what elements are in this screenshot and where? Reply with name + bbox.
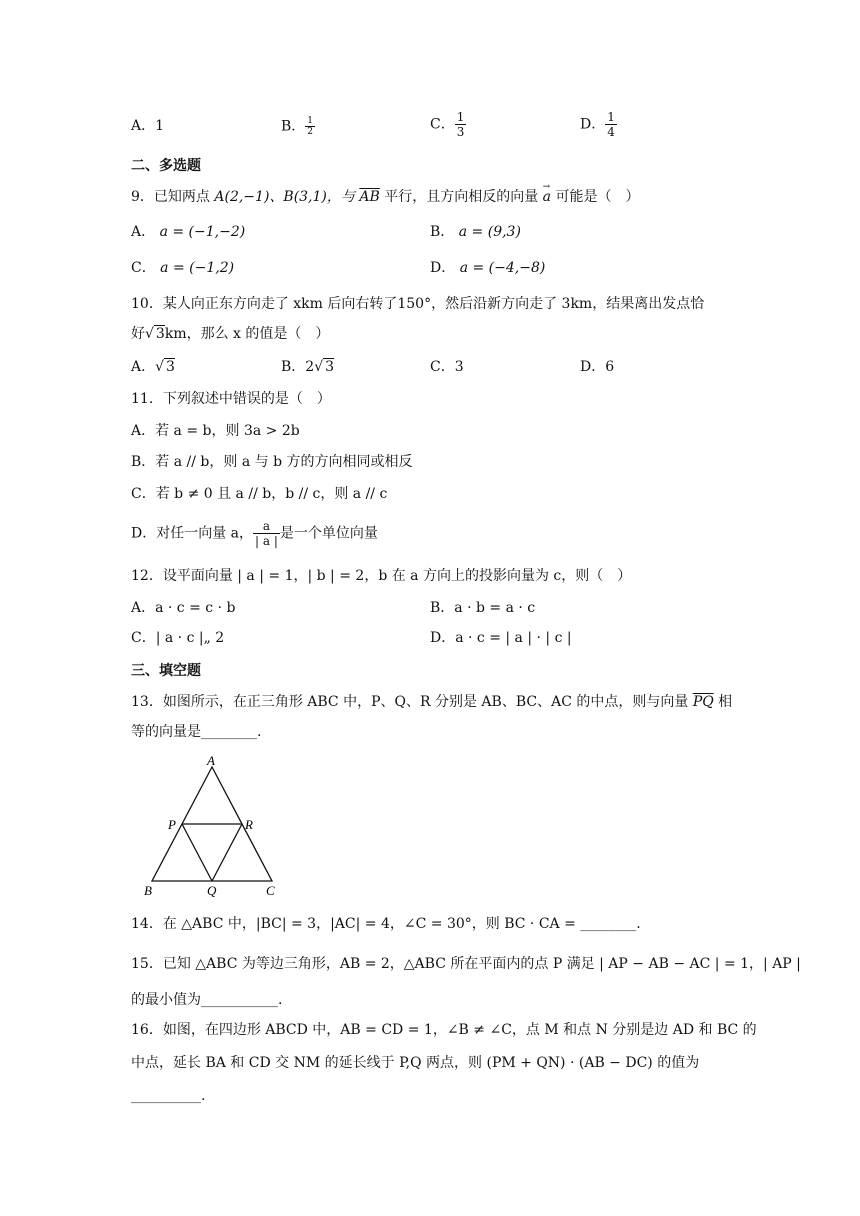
q12-option-a: A．a · c = c · b bbox=[131, 600, 236, 616]
label-q: Q bbox=[207, 883, 217, 897]
question-15-line2: 的最小值为___________. bbox=[131, 992, 283, 1008]
triangle-figure bbox=[140, 755, 290, 897]
question-10-line1: 10．某人向正东方向走了 xkm 后向右转了150°，然后沿新方向走了 3km，结果离出发点恰 bbox=[131, 296, 705, 312]
question-13-line2: 等的向量是________. bbox=[131, 724, 262, 740]
question-13-line1: 13．如图所示，在正三角形 ABC 中，P、Q、R 分别是 AB、BC、AC 的中点，则与向量 $\overline{PQ}$ 相 bbox=[131, 694, 733, 710]
label-p: P bbox=[168, 817, 176, 832]
label-b: B bbox=[144, 883, 152, 897]
q9-option-c: C． a = (−1,2) bbox=[131, 260, 235, 276]
q11-option-d: D．对任一向量 a， $\frac{a}{| a |}$ 是一个单位向量 bbox=[131, 519, 378, 548]
question-9: 9．已知两点 A(2,−1)、B(3,1)，与 $\overline{AB}$ 平行，且方向相反的向量 → a 可能是（ ） bbox=[131, 187, 639, 207]
segment-rq bbox=[212, 824, 242, 881]
q9-option-b: B． a = (9,3) bbox=[430, 224, 521, 240]
question-16-line2: 中点，延长 BA 和 CD 交 NM 的延长线于 P,Q 两点，则 (PM + QN) · (AB − DC) 的值为 bbox=[131, 1055, 700, 1071]
question-14: 14．在 △ABC 中，|BC| = 3，|AC| = 4，∠C = 30°，则 BC · CA = ________. bbox=[131, 916, 641, 932]
q11-option-a: A．若 a = b，则 3a > 2b bbox=[131, 423, 300, 439]
q10-option-a: A．√ 3 bbox=[131, 359, 175, 375]
label-a: A bbox=[207, 755, 215, 768]
q12-option-d: D．a · c = | a | · | c | bbox=[430, 630, 572, 646]
q11-option-c: C．若 b ≠ 0 且 a // b，b // c，则 a // c bbox=[131, 486, 388, 502]
q8-option-b: B． $\frac{1}{2}$ bbox=[281, 116, 314, 137]
segment-pq bbox=[182, 824, 212, 881]
q8-option-a: A．1 bbox=[131, 118, 165, 134]
label-c: C bbox=[266, 883, 275, 897]
q8-option-c: C． $\frac{1}{3}$ bbox=[430, 110, 465, 139]
q10-option-b: B．2√ 3 bbox=[281, 359, 335, 375]
question-11: 11．下列叙述中错误的是（ ） bbox=[131, 391, 331, 407]
question-16-line3: __________. bbox=[131, 1088, 206, 1104]
q9-option-a: A． a = (−1,−2) bbox=[131, 224, 246, 240]
question-12: 12．设平面向量 | a | = 1，| b | = 2，b 在 a 方向上的投影向量为 c，则（ ） bbox=[131, 568, 632, 584]
question-10-line2: 好√ 3km，那么 x 的值是（ ） bbox=[131, 326, 330, 342]
question-15-line1: 15．已知 △ABC 为等边三角形，AB = 2，△ABC 所在平面内的点 P 满足 | AP − AB − AC | = 1，| AP | bbox=[131, 956, 801, 972]
section-title-multiple-choice: 二、多选题 bbox=[131, 158, 201, 174]
q10-option-d: D．6 bbox=[580, 359, 615, 375]
q9-option-d: D． a = (−4,−8) bbox=[430, 260, 546, 276]
q8-option-d: D． $\frac{1}{4}$ bbox=[580, 110, 615, 139]
q12-option-b: B．a · b = a · c bbox=[430, 600, 536, 616]
q12-option-c: C．| a · c |„ 2 bbox=[131, 630, 225, 646]
label-r: R bbox=[245, 817, 253, 832]
section-title-fill-in: 三、填空题 bbox=[131, 663, 201, 679]
q10-option-c: C．3 bbox=[430, 359, 464, 375]
question-16-line1: 16．如图，在四边形 ABCD 中，AB = CD = 1，∠B ≠ ∠C，点 M 和点 N 分别是边 AD 和 BC 的 bbox=[131, 1022, 757, 1038]
q11-option-b: B．若 a // b，则 a 与 b 方的方向相同或相反 bbox=[131, 454, 413, 470]
